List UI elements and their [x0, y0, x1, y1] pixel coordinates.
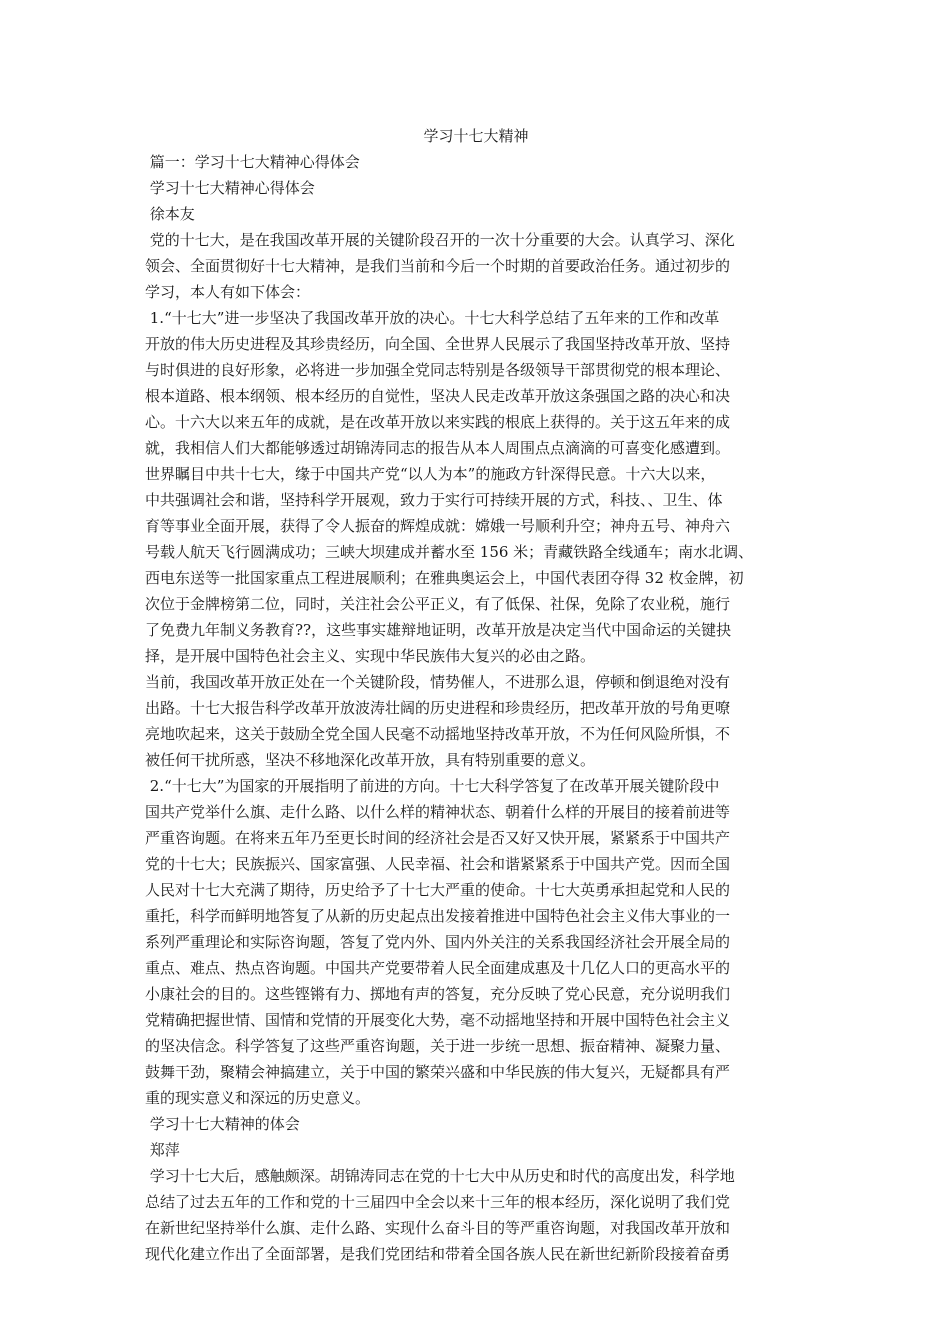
text-line: 现代化建立作出了全面部署，是我们党团结和带着全国各族人民在新世纪新阶段接着奋勇	[145, 1245, 731, 1263]
text-line: 学习十七大精神的体会	[145, 1115, 300, 1133]
text-line: 学习，本人有如下体会：	[145, 283, 311, 301]
text-line: 当前，我国改革开放正处在一个关键阶段，情势催人，不进那么退，停顿和倒退绝对没有	[145, 673, 731, 691]
text-line: 重点、难点、热点咨询题。中国共产党要带着人民全面建成惠及十几亿人口的更高水平的	[145, 959, 731, 977]
text-line: 小康社会的目的。这些铿锵有力、掷地有声的答复，充分反映了党心民意，充分说明我们	[145, 985, 731, 1003]
text-line: 领会、全面贯彻好十七大精神，是我们当前和今后一个时期的首要政治任务。通过初步的	[145, 257, 731, 275]
text-line: 党精确把握世情、国情和党情的开展变化大势，毫不动摇地坚持和开展中国特色社会主义	[145, 1011, 731, 1029]
text-line: 西电东送等一批国家重点工程进展顺利；在雅典奥运会上，中国代表团夺得 32 枚金牌，初	[145, 569, 744, 587]
text-line: 中共强调社会和谐，坚持科学开展观，致力于实行可持续开展的方式，科技、、卫生、体	[145, 491, 723, 509]
document-title: 学习十七大精神	[423, 127, 529, 145]
text-line: 2.“十七大”为国家的开展指明了前进的方向。十七大科学答复了在改革开展关键阶段中	[145, 777, 720, 795]
text-line: 开放的伟大历史进程及其珍贵经历，向全国、全世界人民展示了我国坚持改革开放、坚持	[145, 335, 731, 353]
text-line: 亮地吹起来，这关于鼓励全党全国人民毫不动摇地坚持改革开放，不为任何风险所惧，不	[145, 725, 731, 743]
text-line: 被任何干扰所惑，坚决不移地深化改革开放，具有特别重要的意义。	[145, 751, 596, 769]
text-line: 重托，科学而鲜明地答复了从新的历史起点出发接着推进中国特色社会主义伟大事业的一	[145, 907, 731, 925]
text-line: 了免费九年制义务教育??，这些事实雄辩地证明，改革开放是决定当代中国命运的关键抉	[145, 621, 732, 639]
text-line: 系列严重理论和实际咨询题，答复了党内外、国内外关注的关系我国经济社会开展全局的	[145, 933, 731, 951]
text-line: 学习十七大精神心得体会	[145, 179, 315, 197]
text-line: 在新世纪坚持举什么旗、走什么路、实现什么奋斗目的等严重咨询题，对我国改革开放和	[145, 1219, 731, 1237]
text-line: 重的现实意义和深远的历史意义。	[145, 1089, 371, 1107]
text-line: 鼓舞干劲，聚精会神搞建立，关于中国的繁荣兴盛和中华民族的伟大复兴，无疑都具有严	[145, 1063, 731, 1081]
text-line: 总结了过去五年的工作和党的十三届四中全会以来十三年的根本经历，深化说明了我们党	[145, 1193, 731, 1211]
text-line: 的坚决信念。科学答复了这些严重咨询题，关于进一步统一思想、振奋精神、凝聚力量、	[145, 1037, 731, 1055]
text-line: 出路。十七大报告科学改革开放波涛壮阔的历史进程和珍贵经历，把改革开放的号角更嘹	[145, 699, 731, 717]
text-line: 次位于金牌榜第二位，同时，关注社会公平正义，有了低保、社保，免除了农业税，施行	[145, 595, 731, 613]
document-page	[145, 123, 807, 1267]
text-line: 党的十七大，是在我国改革开展的关键阶段召开的一次十分重要的大会。认真学习、深化	[145, 231, 735, 249]
document-body	[145, 149, 807, 1267]
text-line: 号载人航天飞行圆满成功；三峡大坝建成并蓄水至 156 米；青藏铁路全线通车；南水北调、	[145, 543, 754, 561]
text-line: 1.“十七大”进一步坚决了我国改革开放的决心。十七大科学总结了五年来的工作和改革	[145, 309, 720, 327]
text-line: 就，我相信人们大都能够透过胡锦涛同志的报告从本人周围点点滴滴的可喜变化感遭到。	[145, 439, 731, 457]
text-line: 根本道路、根本纲领、根本经历的自觉性，坚决人民走改革开放这条强国之路的决心和决	[145, 387, 731, 405]
text-line: 心。十六大以来五年的成就，是在改革开放以来实践的根底上获得的。关于这五年来的成	[145, 413, 731, 431]
text-line: 择，是开展中国特色社会主义、实现中华民族伟大复兴的必由之路。	[145, 647, 596, 665]
text-line: 篇一：学习十七大精神心得体会	[145, 153, 360, 171]
text-line: 学习十七大后，感触颇深。胡锦涛同志在党的十七大中从历史和时代的高度出发，科学地	[145, 1167, 735, 1185]
text-line: 国共产党举什么旗、走什么路、以什么样的精神状态、朝着什么样的开展目的接着前进等	[145, 803, 731, 821]
text-line: 党的十七大；民族振兴、国家富强、人民幸福、社会和谐紧紧系于中国共产党。因而全国	[145, 855, 731, 873]
text-line: 郑萍	[145, 1141, 180, 1159]
text-line: 严重咨询题。在将来五年乃至更长时间的经济社会是否又好又快开展，紧紧系于中国共产	[145, 829, 731, 847]
text-line: 世界瞩目中共十七大，缘于中国共产党“以人为本”的施政方针深得民意。十六大以来，	[145, 465, 716, 483]
text-line: 育等事业全面开展，获得了令人振奋的辉煌成就：嫦娥一号顺利升空；神舟五号、神舟六	[145, 517, 731, 535]
text-line: 人民对十七大充满了期待，历史给予了十七大严重的使命。十七大英勇承担起党和人民的	[145, 881, 731, 899]
text-line: 徐本友	[145, 205, 195, 223]
text-line: 与时俱进的良好形象，必将进一步加强全党同志特别是各级领导干部贯彻党的根本理论、	[145, 361, 731, 379]
